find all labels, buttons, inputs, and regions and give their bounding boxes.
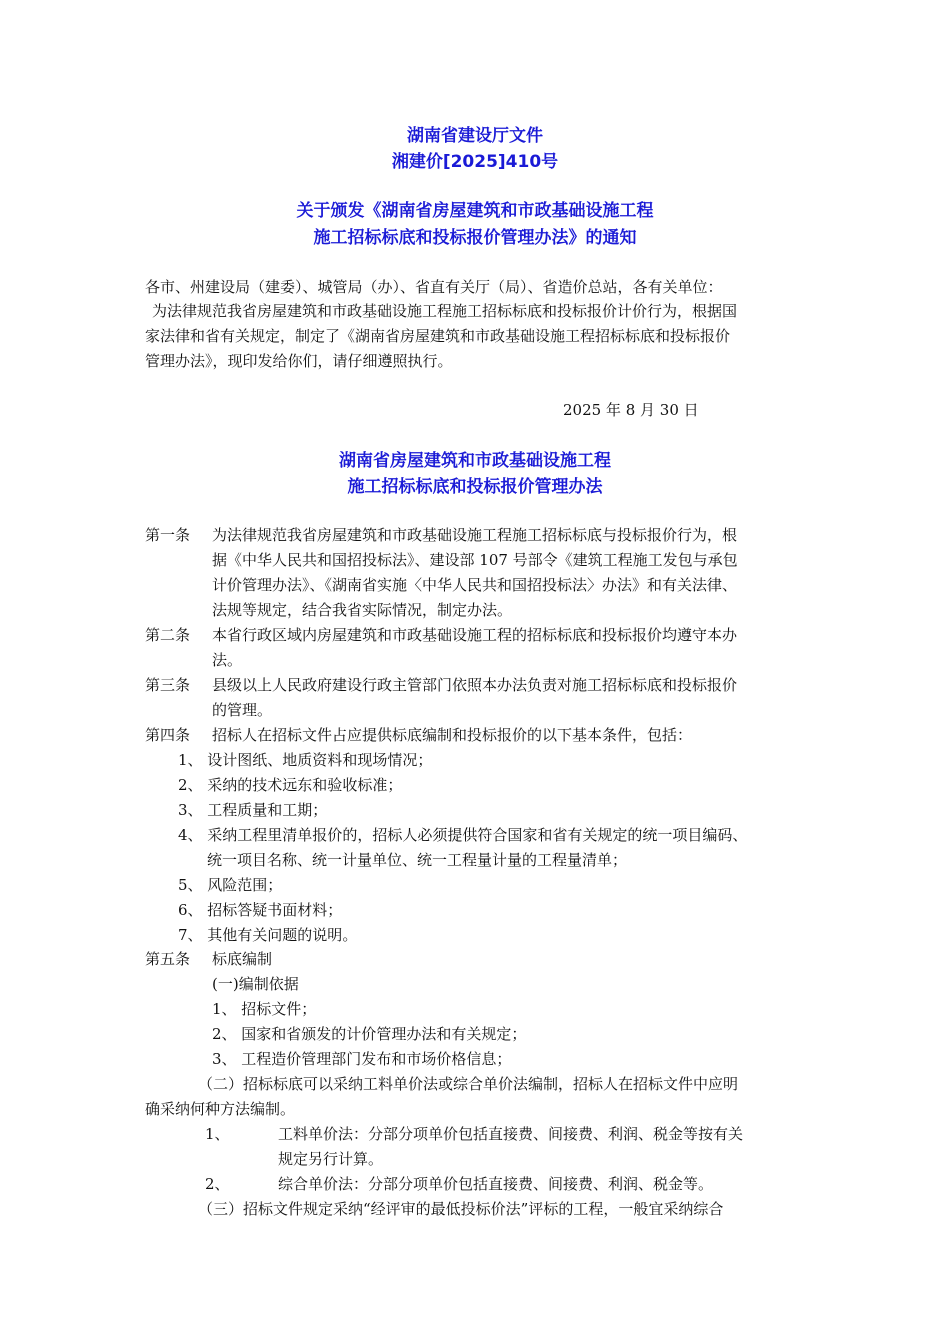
intro-line: 管理办法》，现印发给你们，请仔细遵照执行。 (145, 352, 453, 370)
method-1-line: 工料单价法：分部分项单价包括直接费、间接费、利润、税金等按有关 (278, 1125, 744, 1143)
article-5-label: 第五条 (145, 950, 191, 968)
article-5-subsection-2-line: 确采纳何种方法编制。 (145, 1100, 296, 1118)
article-3-line: 县级以上人民政府建设行政主管部门依照本办法负责对施工招标标底和投标报价 (212, 676, 738, 694)
article-1-line: 计价管理办法》、《湖南省实施〈中华人民共和国招投标法〉办法》和有关法律、 (212, 576, 738, 594)
article-5-basis-item: 1、 招标文件； (212, 1000, 317, 1018)
article-4-item: 4、 采纳工程里清单报价的，招标人必须提供符合国家和省有关规定的统一项目编码、 (178, 826, 748, 844)
method-2-number: 2、 (205, 1175, 230, 1193)
intro-line: 家法律和省有关规定，制定了《湖南省房屋建筑和市政基础设施工程招标标底和投标报价 (145, 327, 731, 345)
article-5-basis-item: 3、 工程造价管理部门发布和市场价格信息； (212, 1050, 512, 1068)
article-5-subsection-1-title: (一)编制依据 (212, 975, 299, 993)
article-5-subsection-2-line: （二）招标标底可以采纳工料单价法或综合单价法编制，招标人在招标文件中应明 (198, 1075, 739, 1093)
article-4-item: 7、 其他有关问题的说明。 (178, 926, 358, 944)
issuing-org-title: 湖南省建设厅文件 (407, 126, 543, 146)
method-1-number: 1、 (205, 1125, 230, 1143)
article-1-line: 法规等规定，结合我省实际情况，制定办法。 (212, 601, 513, 619)
article-5-basis-item: 2、 国家和省颁发的计价管理办法和有关规定； (212, 1025, 527, 1043)
article-4-item: 2、 采纳的技术远东和验收标准； (178, 776, 403, 794)
article-4-label: 第四条 (145, 726, 191, 744)
method-1-line: 规定另行计算。 (278, 1150, 384, 1168)
article-4-item: 统一项目名称、统一计量单位、统一工程量计量的工程量清单； (207, 851, 628, 869)
article-5-subsection-3-line: （三）招标文件规定采纳“经评审的最低投标价法”评标的工程，一般宜采纳综合 (198, 1200, 724, 1218)
article-1-line: 据《中华人民共和国招投标法》、建设部 107 号部令《建筑工程施工发包与承包 (212, 551, 738, 569)
rules-title-line-2: 施工招标标底和投标报价管理办法 (347, 477, 603, 497)
addressee-line: 各市、州建设局（建委）、城管局（办）、省直有关厅（局）、省造价总站，各有关单位： (145, 278, 723, 296)
article-4-item: 5、 风险范围； (178, 876, 283, 894)
article-2-label: 第二条 (145, 626, 191, 644)
article-3-label: 第三条 (145, 676, 191, 694)
article-4-item: 1、 设计图纸、地质资料和现场情况； (178, 751, 433, 769)
notice-title-line-1: 关于颁发《湖南省房屋建筑和市政基础设施工程 (296, 201, 654, 221)
document-number: 湘建价[2025]410号 (391, 152, 559, 172)
article-1-label: 第一条 (145, 526, 191, 544)
article-2-line: 本省行政区域内房屋建筑和市政基础设施工程的招标标底和投标报价均遵守本办 (212, 626, 738, 644)
rules-title-line-1: 湖南省房屋建筑和市政基础设施工程 (339, 451, 611, 471)
article-4-item: 6、 招标答疑书面材料； (178, 901, 343, 919)
issue-date: 2025 年 8 月 30 日 (563, 401, 699, 419)
article-4-line: 招标人在招标文件占应提供标底编制和投标报价的以下基本条件，包括： (212, 726, 693, 744)
method-2-line: 综合单价法：分部分项单价包括直接费、间接费、利润、税金等。 (278, 1175, 714, 1193)
article-2-line: 法。 (212, 651, 243, 669)
intro-line: 为法律规范我省房屋建筑和市政基础设施工程施工招标标底和投标报价计价行为，根据国 (152, 302, 738, 320)
article-5-line: 标底编制 (212, 950, 273, 968)
notice-title-line-2: 施工招标标底和投标报价管理办法》的通知 (313, 228, 637, 248)
article-3-line: 的管理。 (212, 701, 273, 719)
article-1-line: 为法律规范我省房屋建筑和市政基础设施工程施工招标标底与投标报价行为，根 (212, 526, 738, 544)
article-4-item: 3、 工程质量和工期； (178, 801, 328, 819)
